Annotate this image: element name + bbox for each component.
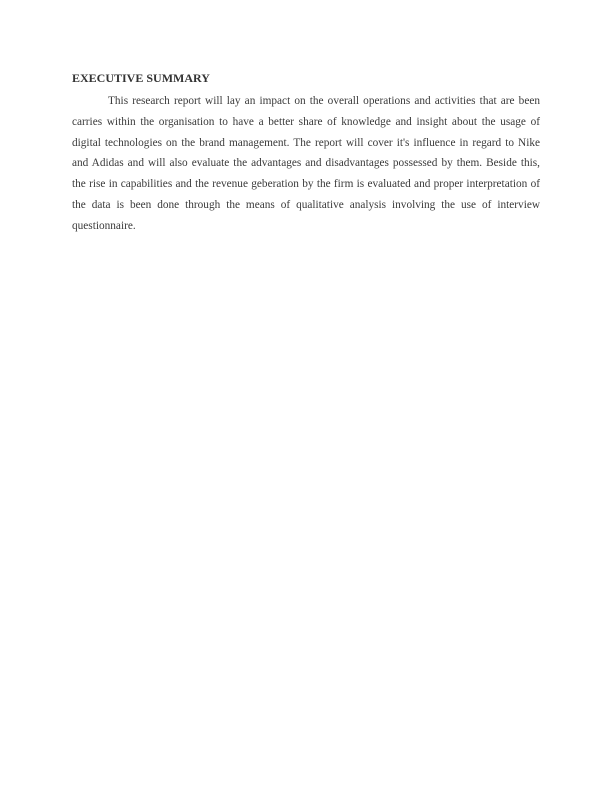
- section-heading: EXECUTIVE SUMMARY: [72, 71, 210, 85]
- summary-paragraph: This research report will lay an impact on the overall operations and activities that are been carries within the organisation to have a better share of knowledge and insight about the usage of digital technologies on the brand management. The report will cover it's influence in regard to Nike and Adidas and will also evaluate the advantages and disadvantages possessed by them. Beside this, the rise in capabilities and the revenue geberation by the firm is evaluated and proper interpretation of the data is been done through the means of qualitative analysis involving the use of interview questionnaire.: [72, 95, 540, 232]
- document-body: [72, 70, 540, 237]
